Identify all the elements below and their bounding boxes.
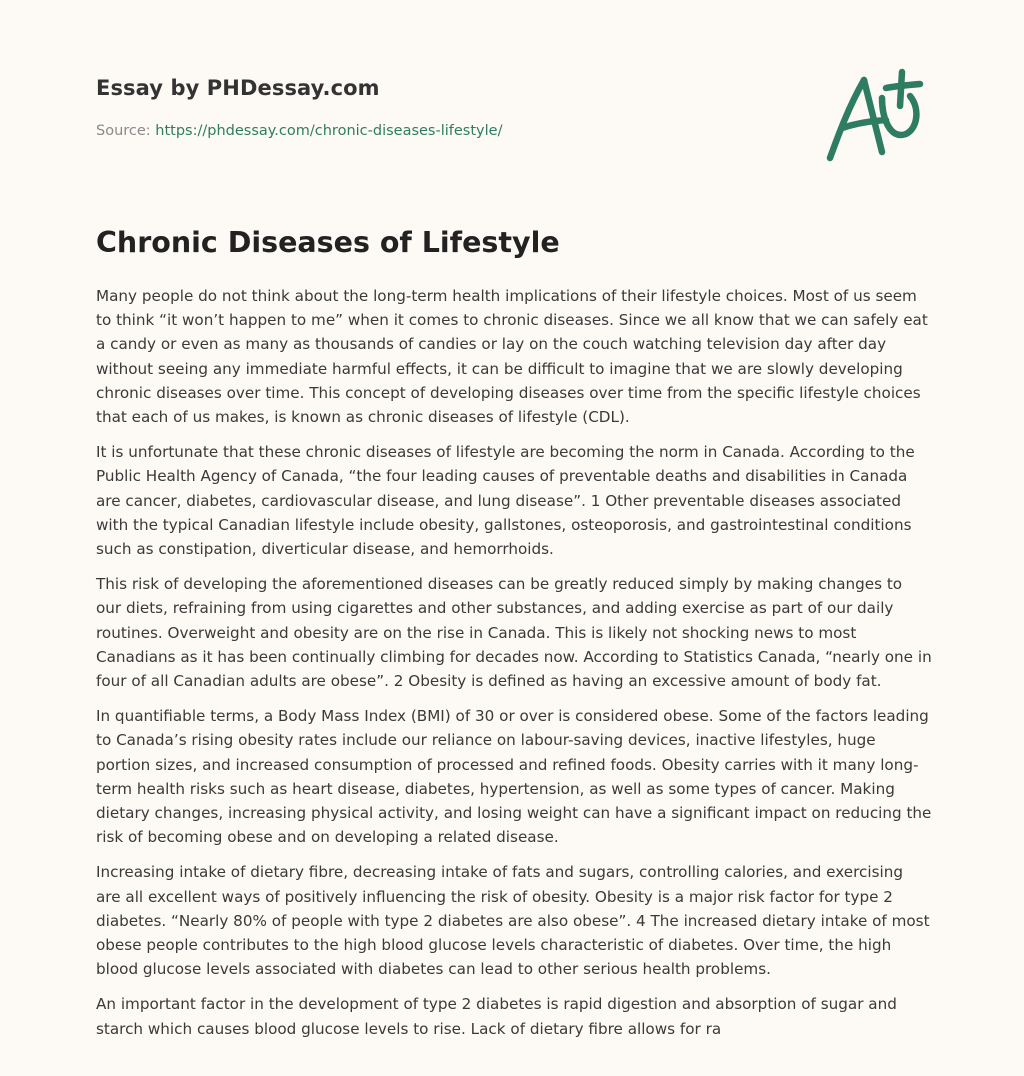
essay-body [96, 284, 932, 1052]
a-plus-logo-icon [820, 66, 930, 166]
site-title: Essay by PHDessay.com [96, 76, 380, 100]
essay-paragraph: This risk of developing the aforementioned diseases can be greatly reduced simply by making changes to our diets, refraining from using cigarettes and other substances, and adding exercise as part of our daily routines. Overweight and obesity are on the rise in Canada. This is likely not shocking news to most Canadians as it has been continually climbing for decades now. According to Statistics Canada, “nearly one in four of all Canadian adults are obese”. 2 Obesity is defined as having an excessive amount of body fat. [96, 575, 932, 691]
source-link[interactable]: https://phdessay.com/chronic-diseases-lifestyle/ [155, 123, 503, 139]
source-line [96, 123, 502, 139]
essay-paragraph: It is unfortunate that these chronic diseases of lifestyle are becoming the norm in Canada. According to the Public Health Agency of Canada, “the four leading causes of preventable deaths and disabilities in Canada are cancer, diabetes, cardiovascular disease, and lung disease”. 1 Other preventable diseases associated with the typical Canadian lifestyle include obesity, gallstones, osteoporosis, and gastrointestinal conditions such as constipation, diverticular disease, and hemorrhoids. [96, 443, 915, 559]
essay-paragraph: Many people do not think about the long-term health implications of their lifestyle choices. Most of us seem to think “it won’t happen to me” when it comes to chronic diseases. Since we all know that we can safely eat a candy or even as many as thousands of candies or lay on the couch watching television day after day without seeing any immediate harmful effects, it can be difficult to imagine that we are slowly developing chronic diseases over time. This concept of developing diseases over time from the specific lifestyle choices that each of us makes, is known as chronic diseases of lifestyle (CDL). [96, 287, 928, 427]
source-label: Source: [96, 123, 156, 139]
essay-paragraph: Increasing intake of dietary fibre, decreasing intake of fats and sugars, controlling calories, and exercising are all excellent ways of positively influencing the risk of obesity. Obesity is a major risk factor for type 2 diabetes. “Nearly 80% of people with type 2 diabetes are also obese”. 4 The increased dietary intake of most obese people contributes to the high blood glucose levels characteristic of diabetes. Over time, the high blood glucose levels associated with diabetes can lead to other serious health problems. [96, 863, 930, 979]
essay-paragraph: An important factor in the development of type 2 diabetes is rapid digestion and absorption of sugar and starch which causes blood glucose levels to rise. Lack of dietary fibre allows for ra [96, 995, 897, 1038]
essay-title: Chronic Diseases of Lifestyle [96, 226, 560, 259]
essay-paragraph: In quantifiable terms, a Body Mass Index (BMI) of 30 or over is considered obese. Some of the factors leading to Canada’s rising obesity rates include our reliance on labour-saving devices, inactive lifestyles, huge portion sizes, and increased consumption of processed and refined foods. Obesity carries with it many long-term health risks such as heart disease, diabetes, hypertension, as well as some types of cancer. Making dietary changes, increasing physical activity, and losing weight can have a significant impact on reducing the risk of becoming obese and on developing a related disease. [96, 707, 932, 847]
